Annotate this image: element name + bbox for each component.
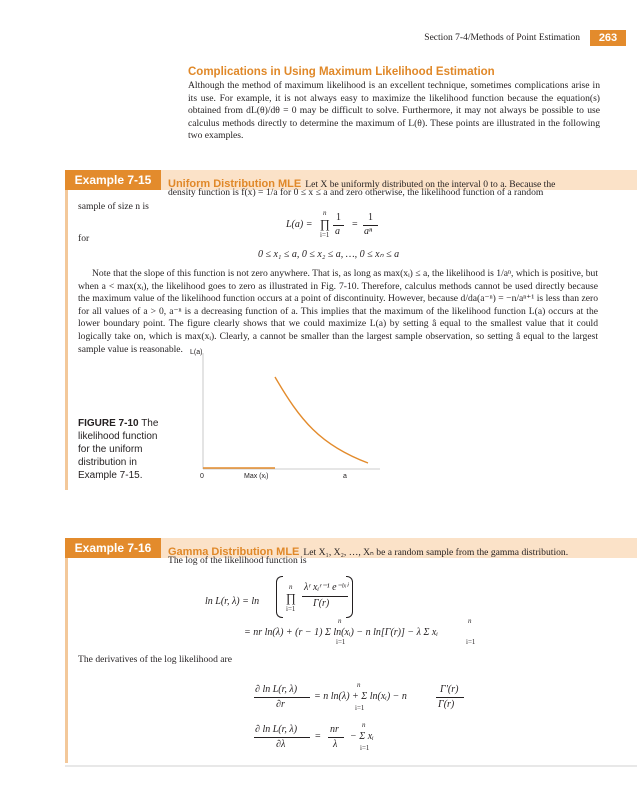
derivatives-intro: The derivatives of the log likelihood are bbox=[78, 654, 232, 665]
caption-line-5: Example 7-15. bbox=[78, 470, 143, 481]
d2-rhs: − Σ xᵢ bbox=[350, 731, 374, 742]
example-sidebar-rule bbox=[65, 190, 68, 490]
page-number: 263 bbox=[590, 30, 626, 46]
eq2-rhs: = nr ln(λ) + (r − 1) Σ ln(xᵢ) − n ln[Γ(r)] − λ Σ xᵢ bbox=[244, 627, 438, 638]
d1-sum-lower: i=1 bbox=[355, 704, 365, 712]
x-end-label: a bbox=[343, 473, 347, 480]
x-origin-label: 0 bbox=[200, 473, 204, 480]
d1-rhs: = n ln(λ) + Σ ln(xᵢ) − n bbox=[314, 691, 407, 702]
eq1-prod-upper: n bbox=[289, 583, 293, 591]
example-sidebar-rule bbox=[65, 558, 68, 763]
running-header: Section 7-4/Methods of Point Estimation bbox=[424, 33, 580, 43]
example-line-3: sample of size n is bbox=[78, 201, 149, 212]
fraction2-denominator: aⁿ bbox=[364, 226, 373, 237]
eq2-sum2-upper: n bbox=[468, 617, 472, 625]
d2-fraction-bar bbox=[254, 737, 310, 738]
equation-lhs: L(a) = bbox=[286, 219, 313, 230]
section-heading: Complications in Using Maximum Likelihood Estimation bbox=[188, 66, 495, 78]
left-paren bbox=[276, 576, 283, 618]
d2-frac-denominator: λ bbox=[333, 739, 338, 750]
d2-numerator: ∂ ln L(r, λ) bbox=[255, 724, 298, 735]
caption-line-3: for the uniform bbox=[78, 444, 143, 455]
example-tab: Example 7-15 bbox=[65, 170, 161, 190]
example-title: Uniform Distribution MLE bbox=[168, 178, 302, 190]
caption-line-1: The bbox=[141, 418, 159, 429]
constraint-equation: 0 ≤ x₁ ≤ a, 0 ≤ x₂ ≤ a, …, 0 ≤ xₙ ≤ a bbox=[258, 249, 400, 260]
eq2-sum1-upper: n bbox=[338, 617, 342, 625]
d2-frac-bar bbox=[328, 737, 344, 738]
example-line-2: density function is f(x) = 1/a for 0 ≤ x ≤ a and zero otherwise, the likelihood function of a random bbox=[168, 187, 544, 198]
product-upper: n bbox=[323, 209, 327, 217]
equals-sign: = bbox=[352, 219, 358, 230]
eq1-fraction-bar bbox=[302, 596, 348, 597]
figure-caption bbox=[78, 417, 178, 482]
product-symbol: ∏ bbox=[320, 217, 330, 231]
fraction2-numerator: 1 bbox=[368, 212, 373, 223]
likelihood-figure bbox=[180, 345, 380, 485]
d1-fraction-bar bbox=[254, 697, 310, 698]
caption-line-2: likelihood function bbox=[78, 431, 158, 442]
d1-denominator: ∂r bbox=[276, 699, 285, 710]
x-max-label: Max (xᵢ) bbox=[244, 473, 269, 480]
d2-frac-numerator: nr bbox=[330, 724, 339, 735]
for-label: for bbox=[78, 233, 90, 244]
example-tab: Example 7-16 bbox=[65, 538, 161, 558]
product-lower: i=1 bbox=[320, 231, 330, 239]
d1-sum-upper: n bbox=[357, 681, 361, 689]
d1-numerator: ∂ ln L(r, λ) bbox=[255, 684, 298, 695]
d1-frac-numerator: Γ′(r) bbox=[440, 684, 459, 695]
eq1-product-symbol: ∏ bbox=[286, 591, 296, 605]
d2-equals: = bbox=[315, 731, 321, 742]
eq1-numerator: λʳ xᵢʳ⁻¹ e⁻ˡˣⁱ bbox=[304, 582, 348, 593]
d2-sum-upper: n bbox=[362, 721, 366, 729]
eq1-prod-lower: i=1 bbox=[286, 605, 296, 613]
right-paren bbox=[346, 576, 353, 618]
d1-frac-bar bbox=[436, 697, 464, 698]
fraction1-denominator: a bbox=[335, 226, 340, 237]
d1-frac-denominator: Γ(r) bbox=[438, 699, 455, 710]
caption-line-4: distribution in bbox=[78, 457, 137, 468]
example-line-1: Let X₁, X₂, …, Xₙ be a random sample from the gamma distribution. bbox=[303, 547, 569, 558]
d2-sum-lower: i=1 bbox=[360, 744, 370, 752]
intro-paragraph: Although the method of maximum likelihood is an excellent technique, sometimes complications arise in its use. For example, it is not always easy to maximize the likelihood function because the equation(s) obtained from dL(θ)/dθ = 0 may be difficult to solve. Furthermore, it may not always be possible to use calculus methods directly to determine the maximum of L(θ). These points are illustrated in the following two examples. bbox=[188, 80, 600, 142]
bottom-rule bbox=[65, 765, 637, 767]
example-title: Gamma Distribution MLE bbox=[168, 546, 300, 558]
example-line-2: The log of the likelihood function is bbox=[168, 555, 307, 566]
eq1-lhs: ln L(r, λ) = ln bbox=[205, 596, 260, 607]
likelihood-curve bbox=[275, 377, 368, 463]
y-axis-label: L(a) bbox=[190, 349, 203, 356]
eq2-sum1-lower: i=1 bbox=[336, 638, 346, 646]
eq2-sum2-lower: i=1 bbox=[466, 638, 476, 646]
eq1-denominator: Γ(r) bbox=[313, 598, 330, 609]
example-line-1: Let X be uniformly distributed on the interval 0 to a. Because the bbox=[305, 179, 556, 190]
example-body: Note that the slope of this function is not zero anywhere. That is, as long as max(xᵢ) ≤ a, the likelihood is 1/aⁿ, which is positive, but when a < max(xᵢ), the likelihood goes to zero as illustrated in Fig. 7-10. Therefore, calculus methods cannot be used directly because the maximum value of the likelihood function occurs at a point of discontinuity. However, because d/da(a⁻ⁿ) = −n/aⁿ⁺¹ is less than zero for all values of a > 0, a⁻ⁿ is a decreasing function of a. This implies that the maximum of the likelihood function L(a) occurs at the lower boundary point. The figure clearly shows that we could maximize L(a) by setting â equal to the smallest value that it could logically take on, which is max(xᵢ). Clearly, a cannot be smaller than the largest sample observation, so setting â equal to the largest sample value is reasonable. bbox=[78, 268, 598, 355]
fraction1-numerator: 1 bbox=[336, 212, 341, 223]
figure-label: FIGURE 7-10 bbox=[78, 418, 139, 429]
d2-denominator: ∂λ bbox=[276, 739, 286, 750]
